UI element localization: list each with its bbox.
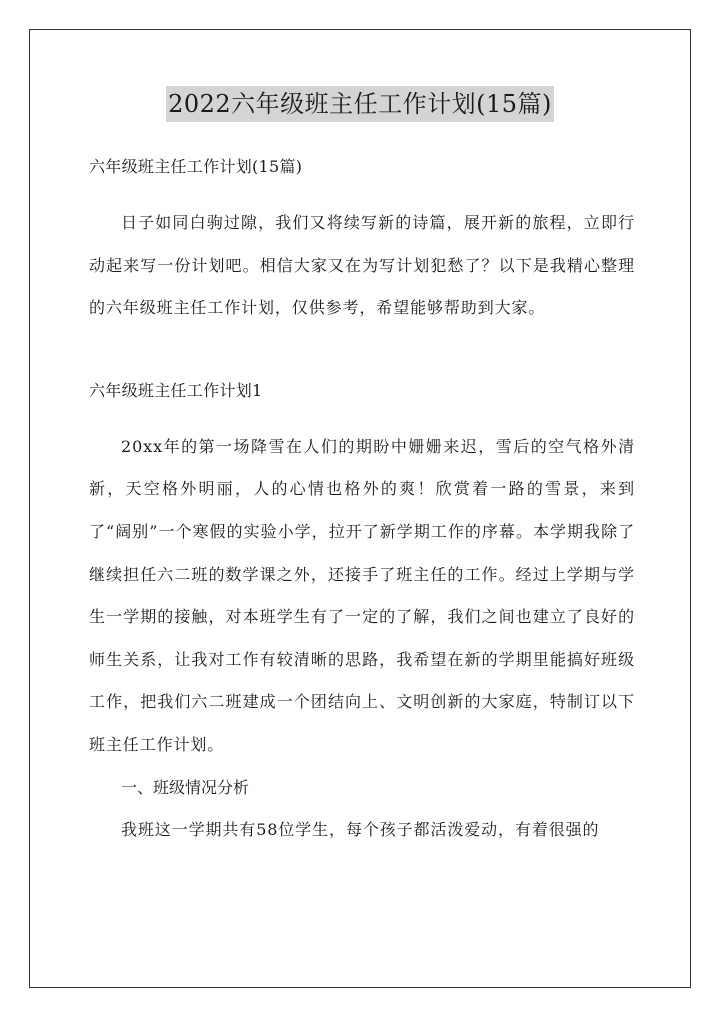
intro-paragraph: 日子如同白驹过隙，我们又将续写新的诗篇，展开新的旅程，立即行动起来写一份计划吧。相信大家又在为写计划犯愁了？以下是我精心整理的六年级班主任工作计划，仅供参考，希望能够帮助到大家。	[89, 213, 635, 318]
section-paragraph: 20xx年的第一场降雪在人们的期盼中姗姗来迟，雪后的空气格外清新，天空格外明丽，人的心情也格外的爽！欣赏着一路的雪景，来到了“阔别”一个寒假的实验小学，拉开了新学期工作的序幕。本学期我除了继续担任六二班的数学课之外，还接手了班主任的工作。经过上学期与学生一学期的接触，对本班学生有了一定的了解，我们之间也建立了良好的师生关系，让我对工作有较清晰的思路，我希望在新的学期里能搞好班级工作，把我们六二班建成一个团结向上、文明创新的大家庭，特制订以下班主任工作计划。	[89, 436, 635, 754]
document-title: 2022六年级班主任工作计划(15篇)	[166, 86, 554, 122]
section-heading: 六年级班主任工作计划1	[89, 380, 263, 400]
subsection-heading: 一、班级情况分析	[121, 777, 250, 797]
document-body	[89, 152, 635, 852]
title-container	[0, 86, 720, 122]
intro-heading: 六年级班主任工作计划(15篇)	[89, 157, 303, 176]
subsection-paragraph: 我班这一学期共有58位学生，每个孩子都活泼爱动，有着很强的	[121, 820, 600, 840]
